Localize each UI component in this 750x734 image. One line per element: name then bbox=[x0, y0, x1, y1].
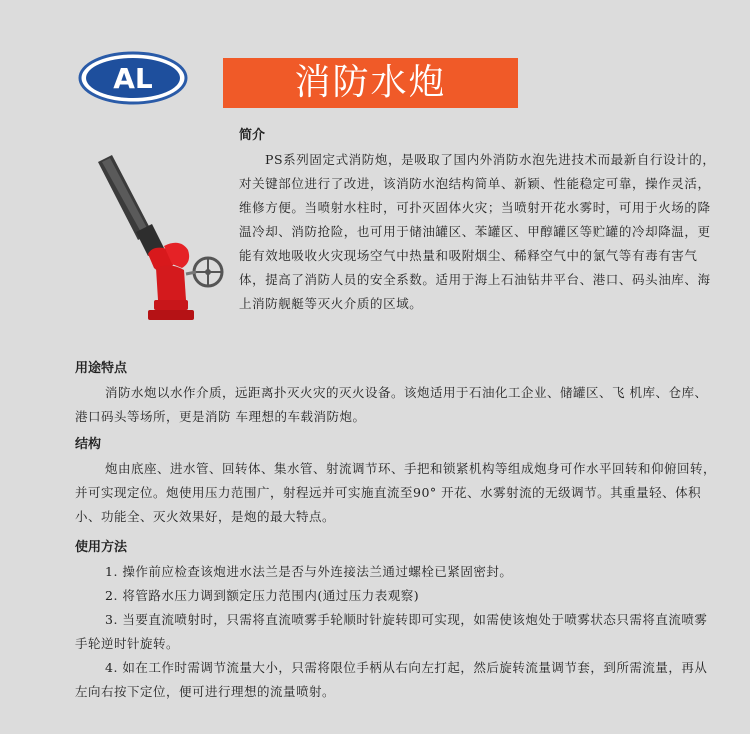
method-step: 1. 操作前应检查该炮进水法兰是否与外连接法兰通过螺栓已紧固密封。 bbox=[105, 564, 513, 579]
method-step: 2. 将管路水压力调到额定压力范围内(通过压力表观察) bbox=[105, 588, 420, 603]
structure-section bbox=[75, 433, 720, 529]
hand-wheel bbox=[186, 258, 222, 286]
method-heading: 使用方法 bbox=[75, 540, 128, 555]
intro-section bbox=[239, 124, 717, 316]
method-step: 3. 当要直流喷射时，只需将直流喷雾手轮顺时针旋转即可实现，如需使该炮处于喷雾状态只需将直流喷雾手轮逆时针旋转。 bbox=[75, 612, 708, 651]
usage-heading: 用途特点 bbox=[75, 361, 128, 376]
usage-text: 消防水炮以水作介质，远距离扑灭火灾的灭火设备。该炮适用于石油化工企业、储罐区、飞 机库、仓库、港口码头等场所，更是消防 车理想的车载消防炮。 bbox=[75, 385, 708, 424]
company-logo bbox=[78, 51, 188, 105]
method-step: 4. 如在工作时需调节流量大小，只需将限位手柄从右向左打起，然后旋转流量调节套，到所需流量，再从左向右按下定位，便可进行理想的流量喷射。 bbox=[75, 660, 708, 699]
logo-text: AL bbox=[113, 62, 153, 95]
intro-text: PS系列固定式消防炮，是吸取了国内外消防水泡先进技术而最新自行设计的，对关键部位进行了改进，该消防水泡结构简单、新颖、性能稳定可靠，操作灵活，维修方便。当喷射水柱时，可扑灭固体火灾；当喷射开花水雾时，可用于火场的降温冷却、消防抢险，也可用于储油罐区、苯罐区、甲醇罐区等贮罐的冷却降温，更能有效地吸收火灾现场空气中热量和吸附烟尘、稀释空气中的氯气等有毒有害气体，提高了消防人员的安全系数。适用于海上石油钻井平台、港口、码头油库、海上消防舰艇等灭火介质的区域。 bbox=[239, 152, 716, 311]
page-title: 消防水炮 bbox=[223, 58, 518, 108]
structure-heading: 结构 bbox=[75, 437, 102, 452]
intro-heading: 简介 bbox=[239, 128, 266, 143]
fire-monitor-image bbox=[90, 150, 230, 330]
usage-section bbox=[75, 357, 720, 429]
method-section bbox=[75, 536, 720, 704]
nozzle-barrel bbox=[98, 155, 164, 256]
structure-text: 炮由底座、进水管、回转体、集水管、射流调节环、手把和锁紧机构等组成炮身可作水平回转和仰俯回转，并可实现定位。炮使用压力范围广，射程远并可实施直流至90° 开花、水雾射流的无级调节。其重量轻、体积小、功能全、灭火效果好，是炮的最大特点。 bbox=[75, 461, 717, 524]
monitor-body bbox=[148, 243, 194, 320]
